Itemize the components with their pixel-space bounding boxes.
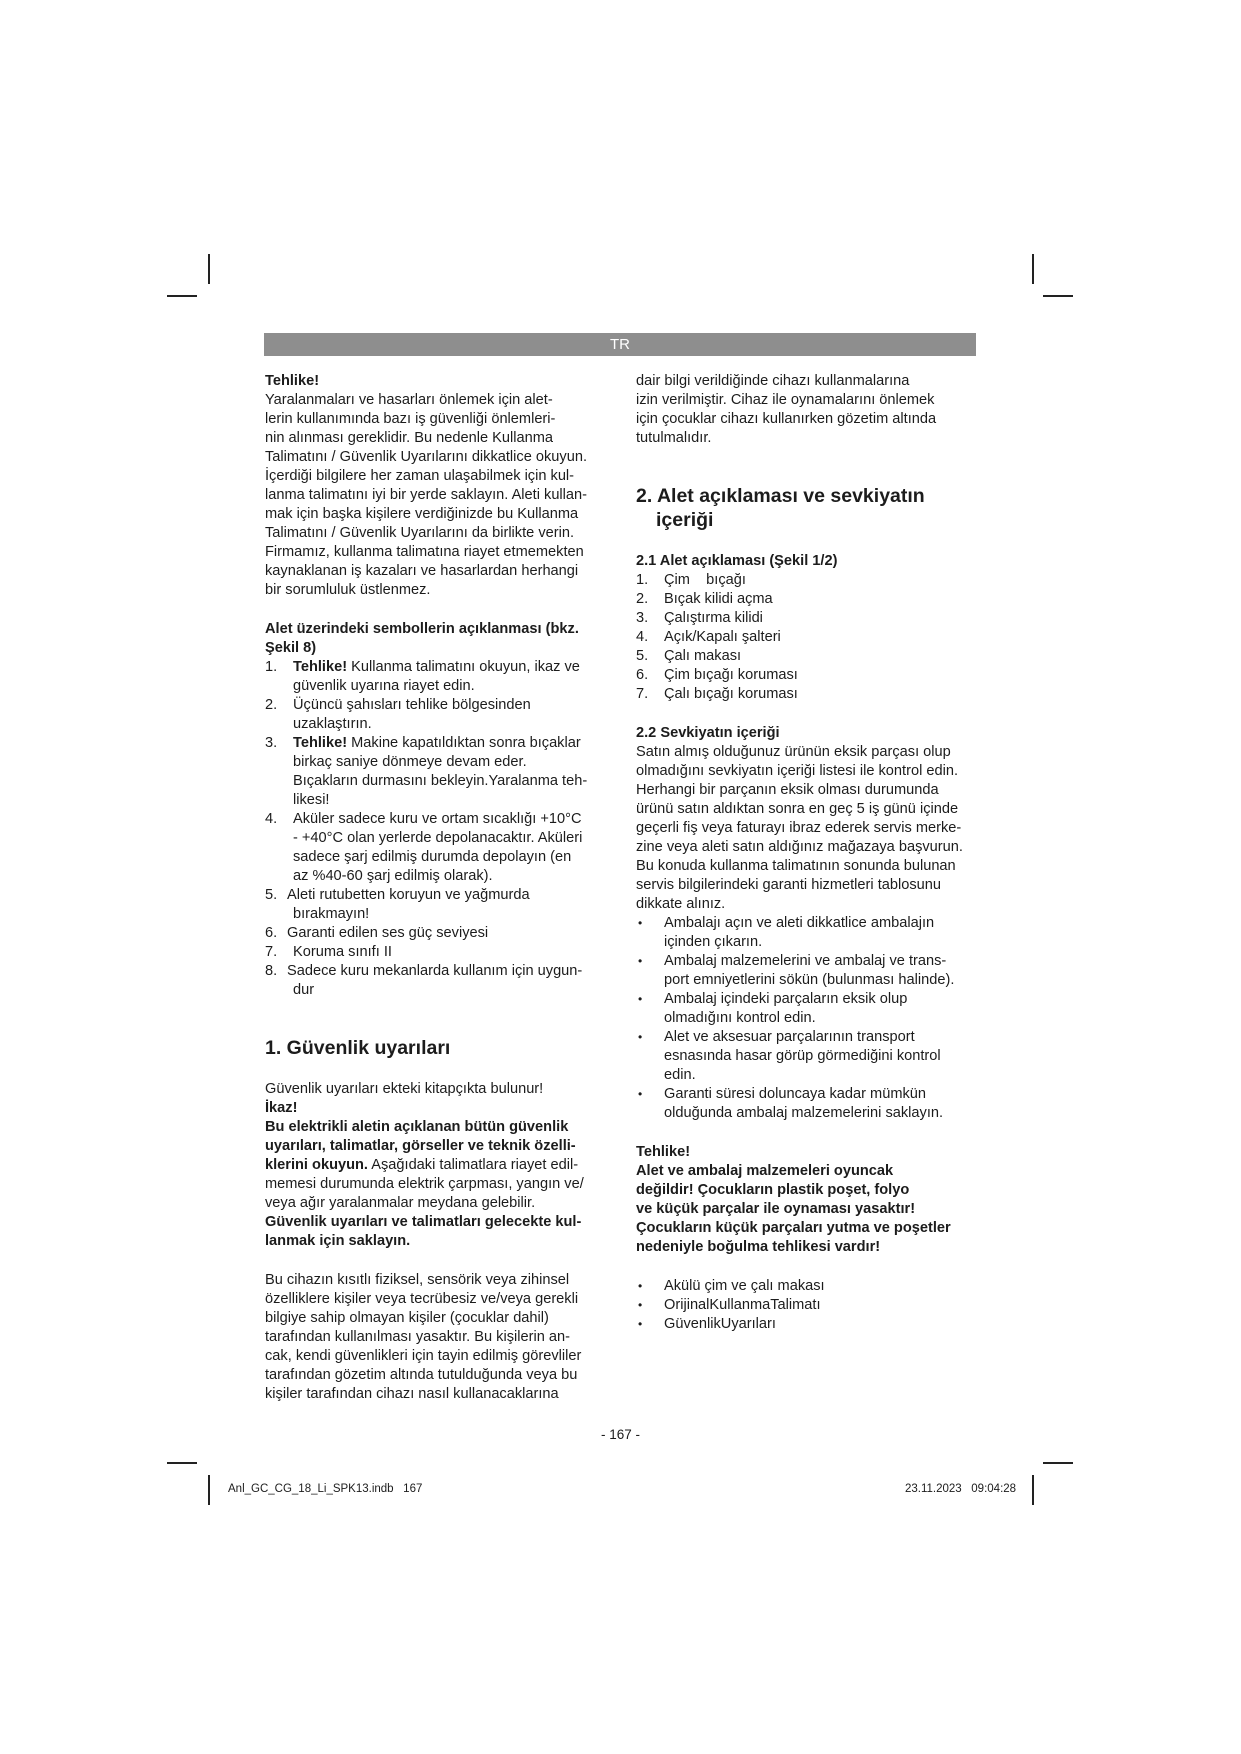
text-line: Ambalajı açın ve aleti dikkatlice ambalajın bbox=[664, 915, 935, 931]
text-line: lanmak için saklayın. bbox=[265, 1233, 411, 1249]
text-line: lanma talimatını iyi bir yerde saklayın. Aleti kullan- bbox=[265, 487, 588, 503]
list-item bbox=[636, 1085, 981, 1123]
bold-fragment: klerini okuyun. bbox=[265, 1157, 368, 1173]
item-bold: Tehlike! bbox=[293, 735, 348, 751]
list-item bbox=[636, 647, 981, 666]
text-line: nin alınması gereklidir. Bu nedenle Kullanma bbox=[265, 430, 553, 446]
text-line: az %40-60 şarj edilmiş olarak). bbox=[293, 868, 493, 884]
text-line: Satın almış olduğunuz ürünün eksik parçası olup bbox=[636, 744, 951, 760]
text-line: izin verilmiştir. Cihaz ile oynamalarını önlemek bbox=[636, 392, 935, 408]
safety-booklet-note: Güvenlik uyarıları ekteki kitapçıkta bulunur! bbox=[265, 1081, 544, 1097]
crop-mark bbox=[208, 1475, 210, 1505]
item-bold: Tehlike! bbox=[293, 659, 348, 675]
part-label: Çim bıçağı bbox=[664, 572, 746, 588]
item-number: 5. bbox=[636, 648, 649, 664]
list-item bbox=[636, 952, 981, 990]
text-line: kişiler tarafından cihazı nasıl kullanacaklarına bbox=[265, 1386, 559, 1402]
list-item bbox=[636, 628, 981, 647]
unpacking-list bbox=[636, 914, 981, 1123]
text-line: Yaralanmaları ve hasarları önlemek için alet- bbox=[265, 392, 553, 408]
footer-file-name: Anl_GC_CG_18_Li_SPK13.indb 167 bbox=[228, 1483, 423, 1495]
bullet-icon: • bbox=[638, 954, 643, 968]
text-line: memesi durumunda elektrik çarpması, yangın ve/ bbox=[265, 1176, 584, 1192]
list-item bbox=[636, 609, 981, 628]
text-line: Ambalaj içindeki parçaların eksik olup bbox=[664, 991, 908, 1007]
text-line: güvenlik uyarına riayet edin. bbox=[293, 678, 475, 694]
symbols-heading-line-1: Alet üzerindeki sembollerin açıklanması (bkz. bbox=[265, 621, 579, 637]
text-line: Koruma sınıfı II bbox=[293, 944, 392, 960]
list-item bbox=[636, 1315, 981, 1334]
crop-mark bbox=[208, 254, 210, 284]
item-number: 7. bbox=[265, 944, 278, 960]
list-item bbox=[636, 571, 981, 590]
text-line: tarafından kullanılması yasaktır. Bu kişilerin an- bbox=[265, 1329, 570, 1345]
text-line: zine veya aleti satın aldığınız mağazaya başvurun. bbox=[636, 839, 963, 855]
text-line: içinden çıkarın. bbox=[664, 934, 763, 950]
text-line: dair bilgi verildiğinde cihazı kullanmalarına bbox=[636, 373, 910, 389]
section-2-1-heading: 2.1 Alet açıklaması (Şekil 1/2) bbox=[636, 553, 838, 569]
text-line: bir sorumluluk üstlenmez. bbox=[265, 582, 431, 598]
text-line: değildir! Çocukların plastik poşet, folyo bbox=[636, 1182, 910, 1198]
text-line: - +40°C olan yerlerde depolanacaktır. Aküleri bbox=[293, 830, 583, 846]
danger-paragraph bbox=[265, 391, 613, 600]
section-2-heading-line-2: içeriği bbox=[656, 509, 714, 531]
text-line: nedeniyle boğulma tehlikesi vardır! bbox=[636, 1239, 881, 1255]
text-line: Alet ve aksesuar parçalarının transport bbox=[664, 1029, 915, 1045]
page-number: - 167 - bbox=[600, 1427, 641, 1442]
text-line: Herhangi bir parçanın eksik olması durumunda bbox=[636, 782, 939, 798]
list-item bbox=[636, 914, 981, 952]
crop-mark bbox=[167, 1462, 197, 1464]
text-line: olmadığını sevkiyatın içeriği listesi ile kontrol edin. bbox=[636, 763, 959, 779]
text-line: Makine kapatıldıktan sonra bıçaklar bbox=[347, 735, 581, 751]
text-line bbox=[265, 1156, 613, 1175]
symbols-heading-line-2: Şekil 8) bbox=[265, 640, 317, 656]
part-label: Çalı bıçağı koruması bbox=[664, 686, 798, 702]
item-number: 3. bbox=[265, 735, 278, 751]
section-2-heading-line-1: 2. Alet açıklaması ve sevkiyatın bbox=[636, 485, 925, 507]
text-line: Talimatını / Güvenlik Uyarılarını da birlikte verin. bbox=[265, 525, 575, 541]
text-line: bırakmayın! bbox=[293, 906, 370, 922]
bullet-icon: • bbox=[638, 1030, 643, 1044]
language-code: TR bbox=[610, 336, 630, 353]
text-line: Aküler sadece kuru ve ortam sıcaklığı +10°C bbox=[293, 811, 582, 827]
text-line: Bu elektrikli aletin açıklanan bütün güvenlik bbox=[265, 1119, 569, 1135]
item-number: 4. bbox=[265, 811, 278, 827]
list-item bbox=[265, 734, 613, 810]
text-line: Akülü çim ve çalı makası bbox=[664, 1278, 825, 1294]
section-2-2-heading: 2.2 Sevkiyatın içeriği bbox=[636, 725, 780, 741]
text-line: kaynaklanan iş kazaları ve hasarlardan herhangi bbox=[265, 563, 579, 579]
text-line: Firmamız, kullanma talimatına riayet etmemekten bbox=[265, 544, 584, 560]
text-line: Talimatını / Güvenlik Uyarılarını dikkatlice okuyun. bbox=[265, 449, 588, 465]
text-line: birkaç saniye dönmeye devam eder. bbox=[293, 754, 527, 770]
list-item bbox=[636, 1028, 981, 1085]
delivery-paragraph bbox=[636, 743, 981, 914]
text-line: uzaklaştırın. bbox=[293, 716, 372, 732]
list-item bbox=[636, 685, 981, 704]
crop-mark bbox=[1032, 1475, 1034, 1505]
text-line: Kullanma talimatını okuyun, ikaz ve bbox=[347, 659, 580, 675]
text-line: Garanti süresi doluncaya kadar mümkün bbox=[664, 1086, 927, 1102]
text-line: edin. bbox=[664, 1067, 696, 1083]
continued-paragraph bbox=[636, 372, 981, 448]
delivery-contents-list bbox=[636, 1277, 981, 1334]
part-label: Çim bıçağı koruması bbox=[664, 667, 798, 683]
item-number: 6. bbox=[636, 667, 649, 683]
danger-title-2: Tehlike! bbox=[636, 1144, 691, 1160]
language-header-bar bbox=[264, 333, 976, 356]
text-line: cak, kendi güvenlikleri için tayin edilmiş görevliler bbox=[265, 1348, 582, 1364]
text-line: dur bbox=[293, 982, 315, 998]
text-line: özelliklere kişiler veya tecrübesiz ve/veya gerekli bbox=[265, 1291, 579, 1307]
item-number: 4. bbox=[636, 629, 649, 645]
text-line: GüvenlikUyarıları bbox=[664, 1316, 776, 1332]
crop-mark bbox=[1043, 1462, 1073, 1464]
part-label: Açık/Kapalı şalteri bbox=[664, 629, 781, 645]
crop-mark bbox=[1043, 295, 1073, 297]
text-line: Alet ve ambalaj malzemeleri oyuncak bbox=[636, 1163, 894, 1179]
text-line: Bu konuda kullanma talimatının sonunda bulunan bbox=[636, 858, 956, 874]
crop-mark bbox=[1032, 254, 1034, 284]
text-line: Ambalaj malzemelerini ve ambalaj ve trans- bbox=[664, 953, 947, 969]
text-line: dikkate alınız. bbox=[636, 896, 726, 912]
text-line: likesi! bbox=[293, 792, 330, 808]
list-item bbox=[265, 658, 613, 696]
text-line: port emniyetlerini sökün (bulunması halinde). bbox=[664, 972, 955, 988]
item-number: 1. bbox=[636, 572, 649, 588]
section-1-heading: 1. Güvenlik uyarıları bbox=[265, 1037, 451, 1059]
item-number: 5. bbox=[265, 887, 278, 903]
list-item bbox=[265, 696, 613, 734]
footer-timestamp: 23.11.2023 09:04:28 bbox=[905, 1483, 1017, 1495]
text-line: servis bilgilerindeki garanti hizmetleri tablosunu bbox=[636, 877, 941, 893]
bullet-icon: • bbox=[638, 1087, 643, 1101]
text-line: Güvenlik uyarıları ve talimatları gelecekte kul- bbox=[265, 1214, 582, 1230]
item-number: 2. bbox=[265, 697, 278, 713]
list-item bbox=[636, 590, 981, 609]
text-line: Üçüncü şahısları tehlike bölgesinden bbox=[293, 697, 531, 713]
part-label: Çalı makası bbox=[664, 648, 742, 664]
symbols-list bbox=[265, 658, 613, 1000]
list-item bbox=[265, 810, 613, 886]
text-line: Bu cihazın kısıtlı fiziksel, sensörik veya zihinsel bbox=[265, 1272, 570, 1288]
crop-mark bbox=[167, 295, 197, 297]
text-line: sadece şarj edilmiş durumda depolayın (en bbox=[293, 849, 572, 865]
list-item bbox=[636, 666, 981, 685]
left-column bbox=[265, 372, 613, 1404]
item-number: 7. bbox=[636, 686, 649, 702]
list-item bbox=[636, 990, 981, 1028]
list-item bbox=[265, 962, 613, 1000]
danger-title: Tehlike! bbox=[265, 373, 320, 389]
part-label: Çalıştırma kilidi bbox=[664, 610, 763, 626]
bullet-icon: • bbox=[638, 992, 643, 1006]
text-line: esnasında hasar görüp görmediğini kontrol bbox=[664, 1048, 941, 1064]
text-line: ürünü satın aldıktan sonra en geç 5 iş günü içinde bbox=[636, 801, 959, 817]
text-line: mak için başka kişilere verdiğinizde bu Kullanma bbox=[265, 506, 579, 522]
text-line: için çocuklar cihazı kullanırken gözetim altında bbox=[636, 411, 937, 427]
text-line: Çocukların küçük parçaları yutma ve poşetler bbox=[636, 1220, 951, 1236]
list-item bbox=[636, 1277, 981, 1296]
item-number: 2. bbox=[636, 591, 649, 607]
text-line: olduğunda ambalaj malzemelerini saklayın. bbox=[664, 1105, 944, 1121]
list-item bbox=[265, 924, 613, 943]
children-paragraph bbox=[265, 1271, 613, 1404]
text-line: tutulmalıdır. bbox=[636, 430, 712, 446]
bullet-icon: • bbox=[638, 1298, 643, 1312]
parts-list bbox=[636, 571, 981, 704]
text-line: uyarıları, talimatlar, görseller ve teknik özelli- bbox=[265, 1138, 576, 1154]
text-line: veya ağır yaralanmalar meydana gelebilir. bbox=[265, 1195, 536, 1211]
text-line: Bıçakların durmasını bekleyin.Yaralanma teh- bbox=[293, 773, 588, 789]
list-item bbox=[265, 886, 613, 924]
text-line: İçerdiği bilgilere her zaman ulaşabilmek için kul- bbox=[265, 468, 575, 484]
text-line: bilgiye sahip olmayan kişiler (çocuklar dahil) bbox=[265, 1310, 549, 1326]
item-number: 3. bbox=[636, 610, 649, 626]
text-line: Sadece kuru mekanlarda kullanım için uygun- bbox=[287, 963, 583, 979]
item-number: 6. bbox=[265, 925, 278, 941]
text-line: lerin kullanımında bazı iş güvenliği önlemleri- bbox=[265, 411, 556, 427]
item-number: 8. bbox=[265, 963, 278, 979]
packaging-warning bbox=[636, 1162, 981, 1257]
text-line: OrijinalKullanmaTalimatı bbox=[664, 1297, 821, 1313]
bullet-icon: • bbox=[638, 1279, 643, 1293]
right-column bbox=[636, 372, 981, 1334]
bullet-icon: • bbox=[638, 916, 643, 930]
item-number: 1. bbox=[265, 659, 278, 675]
text-fragment: Aşağıdaki talimatlara riayet edil- bbox=[368, 1157, 579, 1173]
list-item bbox=[265, 943, 613, 962]
text-line: tarafından gözetim altında tutulduğunda veya bu bbox=[265, 1367, 578, 1383]
text-line: olmadığını kontrol edin. bbox=[664, 1010, 816, 1026]
text-line: ve küçük parçalar ile oynaması yasaktır! bbox=[636, 1201, 916, 1217]
text-line: Garanti edilen ses güç seviyesi bbox=[287, 925, 489, 941]
list-item bbox=[636, 1296, 981, 1315]
text-line: geçerli fiş veya faturayı ibraz ederek servis merke- bbox=[636, 820, 962, 836]
text-line: Aleti rutubetten koruyun ve yağmurda bbox=[287, 887, 530, 903]
part-label: Bıçak kilidi açma bbox=[664, 591, 773, 607]
bullet-icon: • bbox=[638, 1317, 643, 1331]
warning-label: İkaz! bbox=[265, 1100, 298, 1116]
